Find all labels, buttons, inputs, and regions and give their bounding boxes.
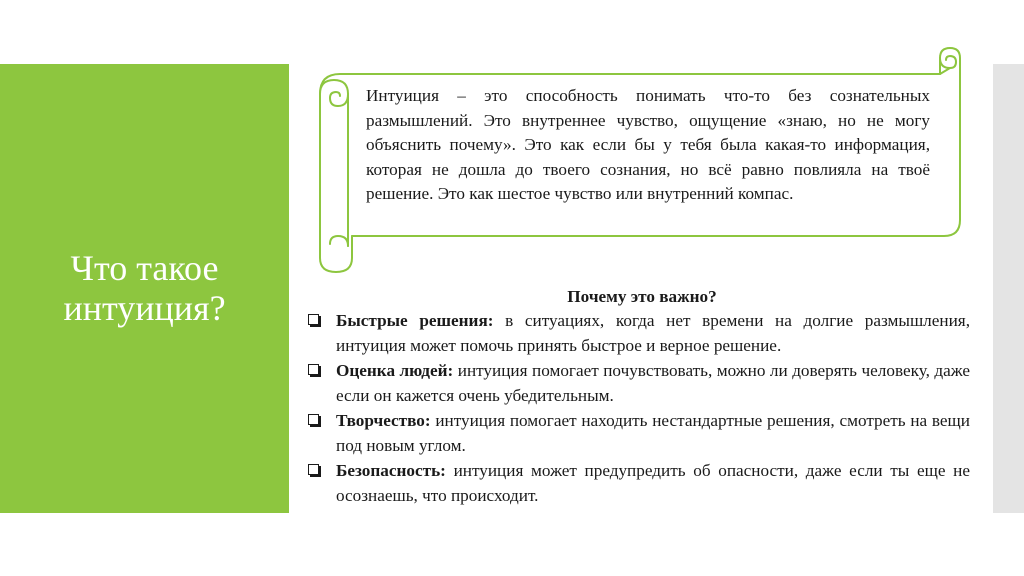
checkbox-bullet-icon — [308, 314, 319, 325]
bullet-term: Оценка людей: — [336, 361, 454, 380]
bullet-text: в ситуациях, когда нет времени на долгие размышления, интуиция может помочь принять быстрое и верное решение. — [336, 311, 970, 355]
bullet-term: Быстрые решения: — [336, 311, 494, 330]
list-item — [306, 309, 970, 358]
bullet-term: Творчество: — [336, 411, 431, 430]
benefits-list — [306, 309, 970, 509]
bullet-text: интуиция помогает почувствовать, можно ли доверять человеку, даже если он кажется очень убедительным. — [336, 361, 970, 405]
why-important-heading: Почему это важно? — [567, 287, 717, 306]
list-item — [306, 359, 970, 408]
bullet-text: интуиция может предупредить об опасности, даже если ты еще не осознаешь, что происходит. — [336, 461, 970, 505]
bullet-term: Безопасность: — [336, 461, 446, 480]
bullet-text: интуиция помогает находить нестандартные решения, смотреть на вещи под новым углом. — [336, 411, 970, 455]
intuition-definition: Интуиция – это способность понимать что-то без сознательных размышлений. Это внутреннее чувство, ощущение «знаю, но не могу объяснить почему». Это как если бы у тебя была какая-то информация, которая не дошла до твоего сознания, но всё равно повлияла на твоё решение. Это как шестое чувство или внутренний компас. — [366, 86, 930, 203]
checkbox-bullet-icon — [308, 364, 319, 375]
slide-title: Что такое интуиция? — [63, 248, 226, 328]
checkbox-bullet-icon — [308, 414, 319, 425]
list-item — [306, 409, 970, 458]
list-item — [306, 459, 970, 508]
side-strip — [993, 64, 1024, 513]
checkbox-bullet-icon — [308, 464, 319, 475]
